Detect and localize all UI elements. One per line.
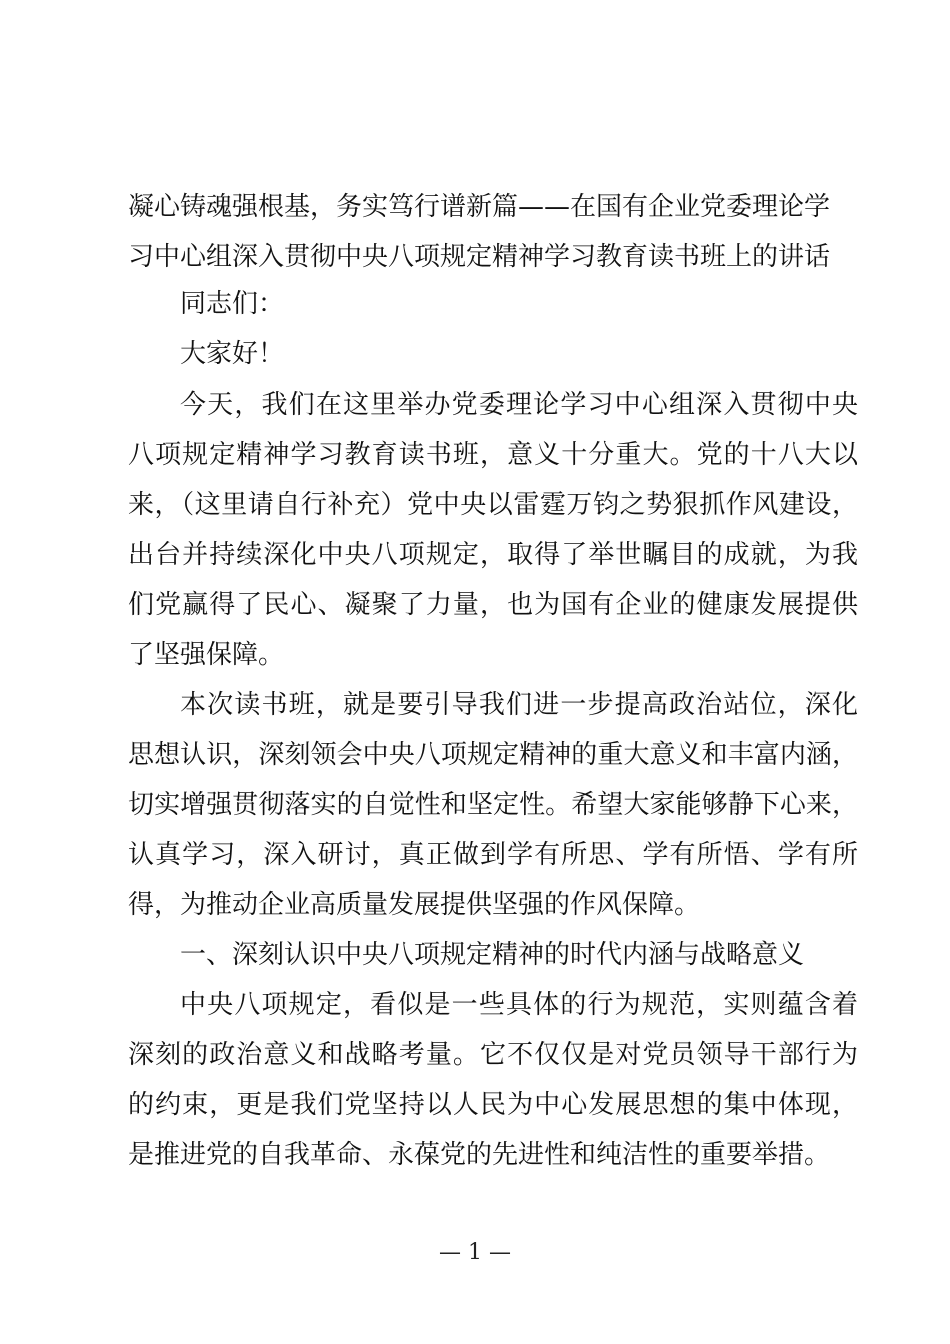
paragraph-line: 来，（这里请自行补充）党中央以雷霆万钧之势狠抓作风建设， — [128, 490, 858, 520]
section-heading: 一、深刻认识中央八项规定精神的时代内涵与战略意义 — [180, 940, 805, 970]
paragraph-line: 本次读书班，就是要引导我们进一步提高政治站位，深化 — [180, 690, 858, 720]
paragraph-line: 认真学习，深入研讨，真正做到学有所思、学有所悟、学有所 — [128, 840, 858, 870]
paragraph-line: 是推进党的自我革命、永葆党的先进性和纯洁性的重要举措。 — [128, 1140, 831, 1170]
paragraph-line: 们党赢得了民心、凝聚了力量，也为国有企业的健康发展提供 — [128, 590, 858, 620]
page-number: — 1 — — [439, 1240, 511, 1265]
paragraph-line: 深刻的政治意义和战略考量。它不仅仅是对党员领导干部行为 — [128, 1040, 858, 1070]
document-title-line-1: 凝心铸魂强根基，务实笃行谱新篇——在国有企业党委理论学 — [128, 192, 831, 222]
paragraph-line: 思想认识，深刻领会中央八项规定精神的重大意义和丰富内涵， — [128, 740, 858, 770]
paragraph-line: 的约束，更是我们党坚持以人民为中心发展思想的集中体现， — [128, 1090, 858, 1120]
document-title-line-2: 习中心组深入贯彻中央八项规定精神学习教育读书班上的讲话 — [128, 242, 831, 272]
salutation: 同志们： — [180, 289, 285, 319]
greeting: 大家好！ — [180, 339, 285, 369]
paragraph-line: 切实增强贯彻落实的自觉性和坚定性。希望大家能够静下心来， — [128, 790, 858, 820]
paragraph-line: 得，为推动企业高质量发展提供坚强的作风保障。 — [128, 890, 701, 920]
paragraph-line: 出台并持续深化中央八项规定，取得了举世瞩目的成就，为我 — [128, 540, 858, 570]
paragraph-line: 中央八项规定，看似是一些具体的行为规范，实则蕴含着 — [180, 990, 858, 1020]
paragraph-line: 今天，我们在这里举办党委理论学习中心组深入贯彻中央 — [180, 390, 858, 420]
paragraph-line: 八项规定精神学习教育读书班，意义十分重大。党的十八大以 — [128, 440, 858, 470]
paragraph-line: 了坚强保障。 — [128, 640, 285, 670]
